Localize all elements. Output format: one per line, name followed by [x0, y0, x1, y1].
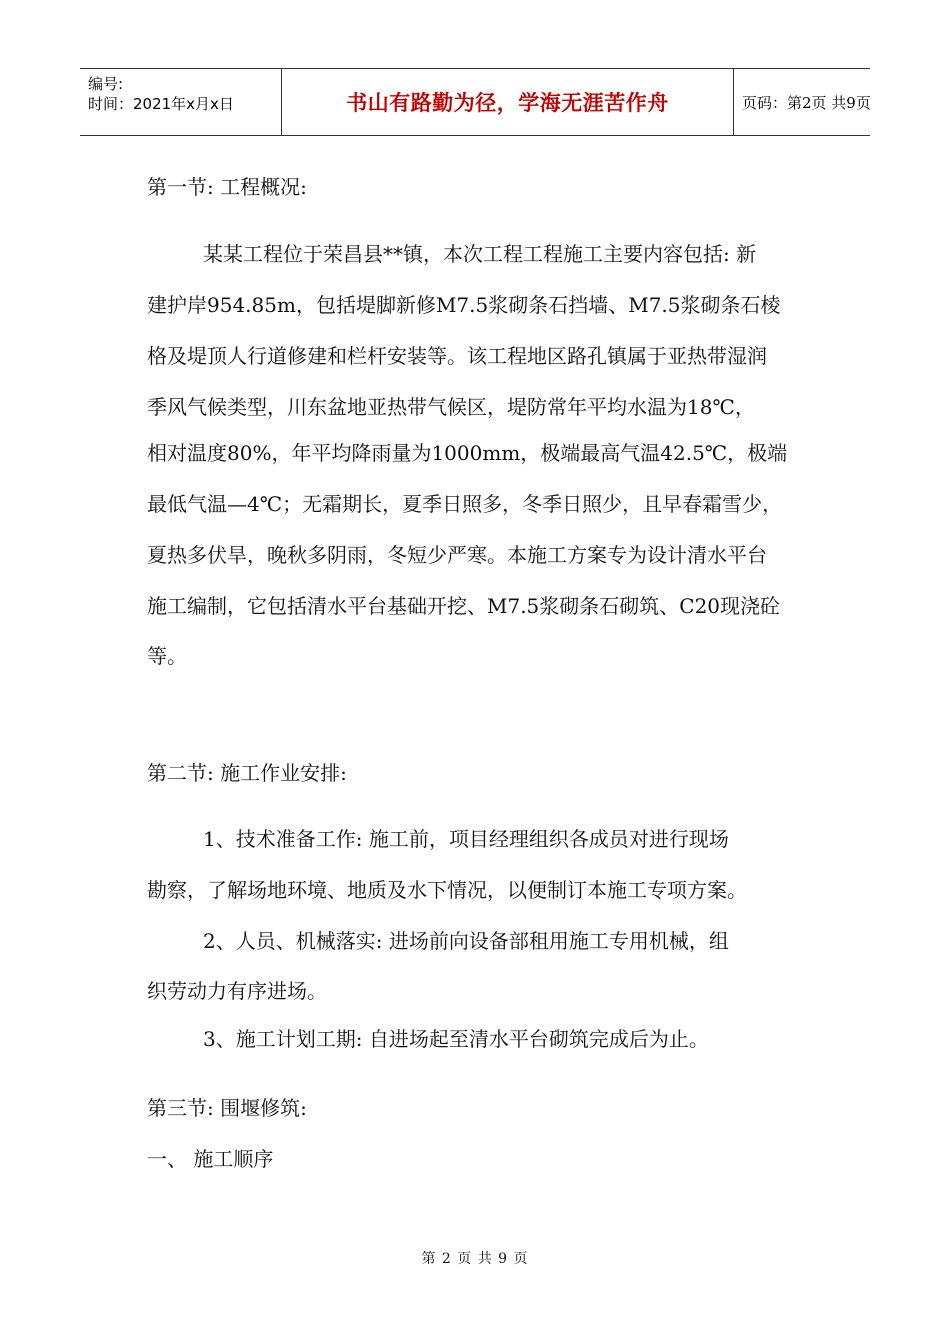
item3-line: 3、施工计划工期: 自进场起至清水平台砌筑完成后为止。 — [203, 1027, 709, 1051]
paragraph-line: 季风气候类型，川东盆地亚热带气候区，堤防常年平均水温为18℃， — [147, 395, 755, 419]
paragraph-line: 建护岸954.85m，包括堤脚新修M7.5浆砌条石挡墙、M7.5浆砌条石棱 — [147, 293, 781, 317]
page-info: 页码：第2页 共9页 — [742, 93, 871, 112]
header-motto-cell — [282, 69, 734, 135]
item1-line2: 勘察，了解场地环境、地质及水下情况，以便制订本施工专项方案。 — [147, 878, 747, 902]
item1-line1: 1、技术准备工作: 施工前，项目经理组织各成员对进行现场 — [203, 827, 729, 851]
section3-subheading: 一、 施工顺序 — [147, 1147, 274, 1171]
item2-line1: 2、人员、机械落实: 进场前向设备部租用施工专用机械，组 — [203, 929, 729, 953]
paragraph-line: 格及堤顶人行道修建和栏杆安装等。该工程地区路孔镇属于亚热带湿润 — [147, 344, 767, 368]
serial-label: 编号: — [88, 75, 124, 93]
paragraph-line: 等。 — [147, 644, 187, 668]
paragraph-line: 最低气温—4℃；无霜期长，夏季日照多，冬季日照少，且早春霜雪少， — [147, 492, 783, 516]
header-page-cell — [734, 69, 870, 135]
section2-title: 第二节: 施工作业安排: — [147, 761, 347, 785]
date-line: 时间：2021年x月x日 — [88, 95, 234, 113]
paragraph-line: 夏热多伏旱，晚秋多阴雨，冬短少严寒。本施工方案专为设计清水平台 — [147, 543, 767, 567]
page-footer: 第 2 页 共 9 页 — [421, 1251, 529, 1267]
paragraph-line: 某某工程位于荣昌县**镇，本次工程工程施工主要内容包括: 新 — [203, 242, 757, 266]
paragraph-line: 相对温度80%，年平均降雨量为1000mm，极端最高气温42.5℃，极端 — [147, 441, 788, 465]
section1-title: 第一节: 工程概况: — [147, 175, 307, 199]
document-header — [80, 68, 870, 136]
section3-title: 第三节: 围堰修筑: — [147, 1096, 307, 1120]
item2-line2: 织劳动力有序进场。 — [147, 979, 327, 1003]
motto-text: 书山有路勤为径，学海无涯苦作舟 — [346, 91, 669, 115]
header-meta-cell — [80, 69, 282, 135]
paragraph-line: 施工编制，它包括清水平台基础开挖、M7.5浆砌条石砌筑、C20现浇砼 — [147, 594, 781, 618]
